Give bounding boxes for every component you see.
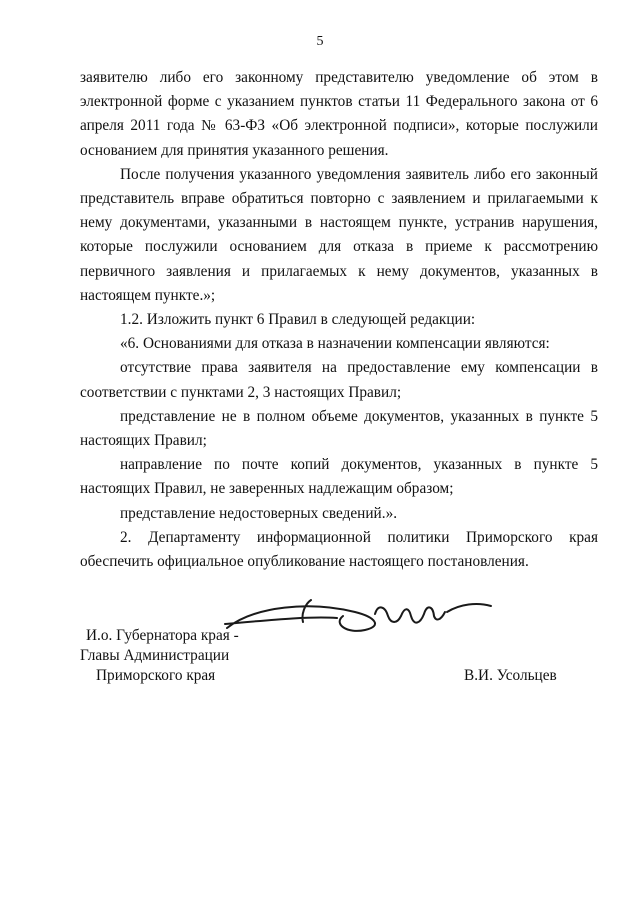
signatory-title-line-1: И.о. Губернатора края - xyxy=(86,627,239,644)
paragraph-9: 2. Департаменту информационной политики Приморского края обеспечить официальное опубликование настоящего постановления. xyxy=(80,528,598,571)
paragraph-4: «6. Основаниями для отказа в назначении компенсации являются: xyxy=(120,335,550,353)
page-number: 5 xyxy=(316,34,324,49)
paragraph-8: представление недостоверных сведений.». xyxy=(120,504,398,522)
paragraph-2: После получения указанного уведомления заявитель либо его законный представитель вправе обратиться повторно с заявлением и прилагаемыми к нему документами, указанными в настоящем пункте, устранив нарушения, которые послужили основанием для отказа в приеме к рассмотрению первичного заявления и прилагаемых к нему документов, указанных в настоящем пункте.»; xyxy=(80,165,598,304)
signatory-name: В.И. Усольцев xyxy=(464,667,557,684)
paragraph-6: представление не в полном объеме документов, указанных в пункте 5 настоящих Правил; xyxy=(80,407,598,450)
paragraph-1: заявителю либо его законному представителю уведомление об этом в электронной форме с указанием пунктов статьи 11 Федерального закона от 6 апреля 2011 года № 63-ФЗ «Об электронной подписи», которые послужили основанием для принятия указанного решения. xyxy=(80,69,598,159)
signatory-title-line-2: Главы Администрации xyxy=(80,647,230,664)
handwritten-signature xyxy=(215,586,495,646)
paragraph-7: направление по почте копий документов, указанных в пункте 5 настоящих Правил, не заверенных надлежащим образом; xyxy=(80,456,598,498)
document-body xyxy=(80,66,598,574)
signatory-title-line-3: Приморского края xyxy=(96,667,216,684)
paragraph-5: отсутствие права заявителя на предоставление ему компенсации в соответствии с пунктами 2, 3 настоящих Правил; xyxy=(80,359,598,401)
paragraph-3: 1.2. Изложить пункт 6 Правил в следующей редакции: xyxy=(120,311,476,329)
signatory-title xyxy=(80,626,239,686)
